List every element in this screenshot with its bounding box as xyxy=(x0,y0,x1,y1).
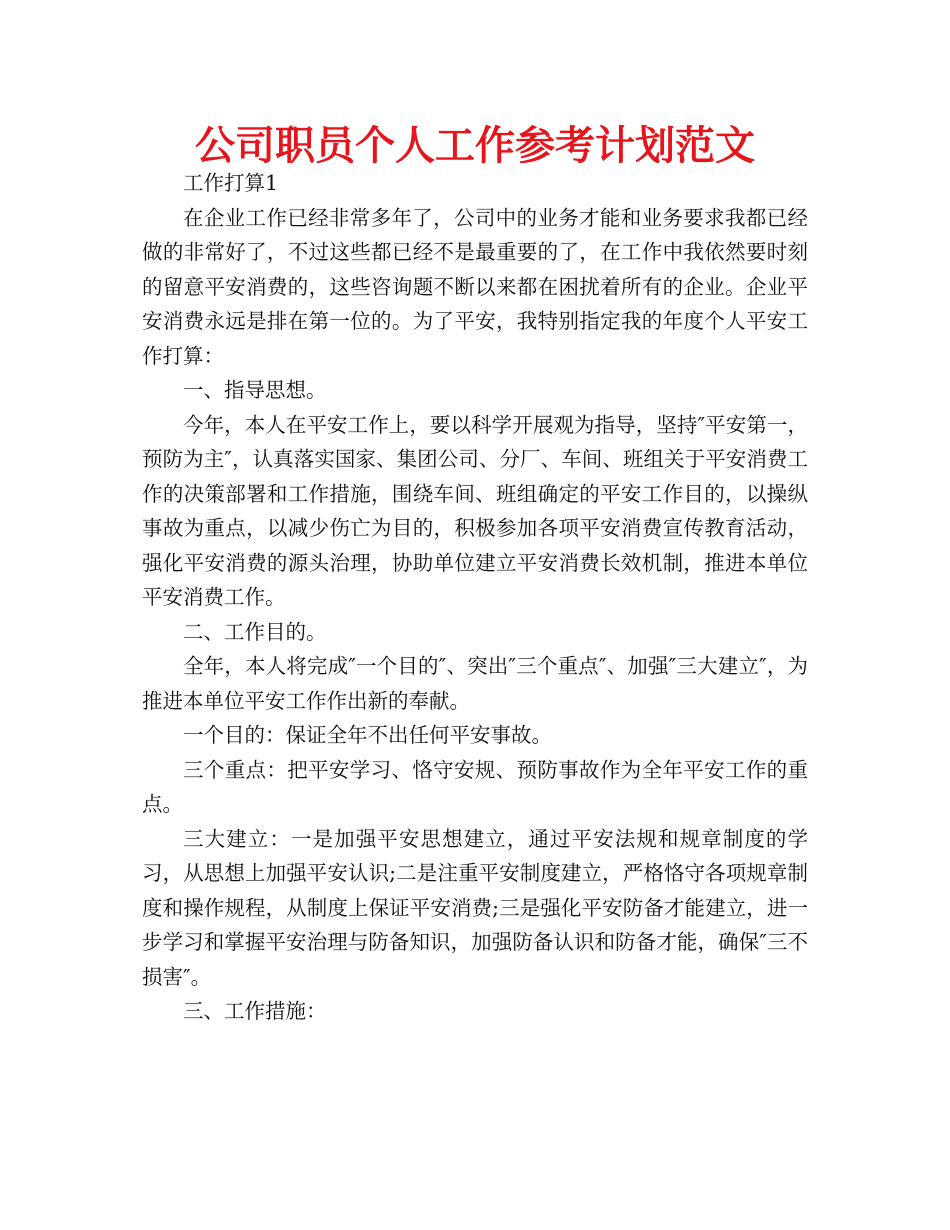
paragraph-one-goal: 一个目的：保证全年不出任何平安事故。 xyxy=(183,723,552,747)
paragraph-plan-heading: 工作打算1 xyxy=(183,171,279,195)
section-heading-guiding-thought: 一、指导思想。 xyxy=(183,378,327,402)
paragraph-three-focuses: 三个重点：把平安学习、恪守安规、预防事故作为全年平安工作的重点。 xyxy=(142,757,808,816)
paragraph-guiding-thought: 今年，本人在平安工作上，要以科学开展观为指导，坚持″平安第一，预防为主″，认真落实国家、集团公司、分厂、车间、班组关于平安消费工作的决策部署和工作措施，围绕车间、班组确定的平安工作目的，以操纵事故为重点，以减少伤亡为目的，积极参加各项平安消费宣传教育活动，强化平安消费的源头治理，协助单位建立平安消费长效机制，推进本单位平安消费工作。 xyxy=(142,412,808,609)
paragraph-work-goal: 全年，本人将完成″一个目的″、突出″三个重点″、加强″三大建立″，为推进本单位平安工作作出新的奉献。 xyxy=(142,654,808,713)
section-heading-work-goal: 二、工作目的。 xyxy=(183,619,327,644)
paragraph-three-constructions: 三大建立：一是加强平安思想建立，通过平安法规和规章制度的学习，从思想上加强平安认识;二是注重平安制度建立，严格恪守各项规章制度和操作规程，从制度上保证平安消费;三是强化平安防备才能建立，进一步学习和掌握平安治理与防备知识，加强防备认识和防备才能，确保″三不损害″。 xyxy=(142,826,808,989)
paragraph-intro: 在企业工作已经非常多年了，公司中的业务才能和业务要求我都已经做的非常好了，不过这些都已经不是最重要的了，在工作中我依然要时刻的留意平安消费的，这些咨询题不断以来都在困扰着所有的企业。企业平安消费永远是排在第一位的。为了平安，我特别指定我的年度个人平安工作打算： xyxy=(142,205,808,368)
document-body xyxy=(142,166,808,1029)
document-title: 公司职员个人工作参考计划范文 xyxy=(195,123,755,169)
section-heading-work-measures: 三、工作措施： xyxy=(183,999,327,1023)
